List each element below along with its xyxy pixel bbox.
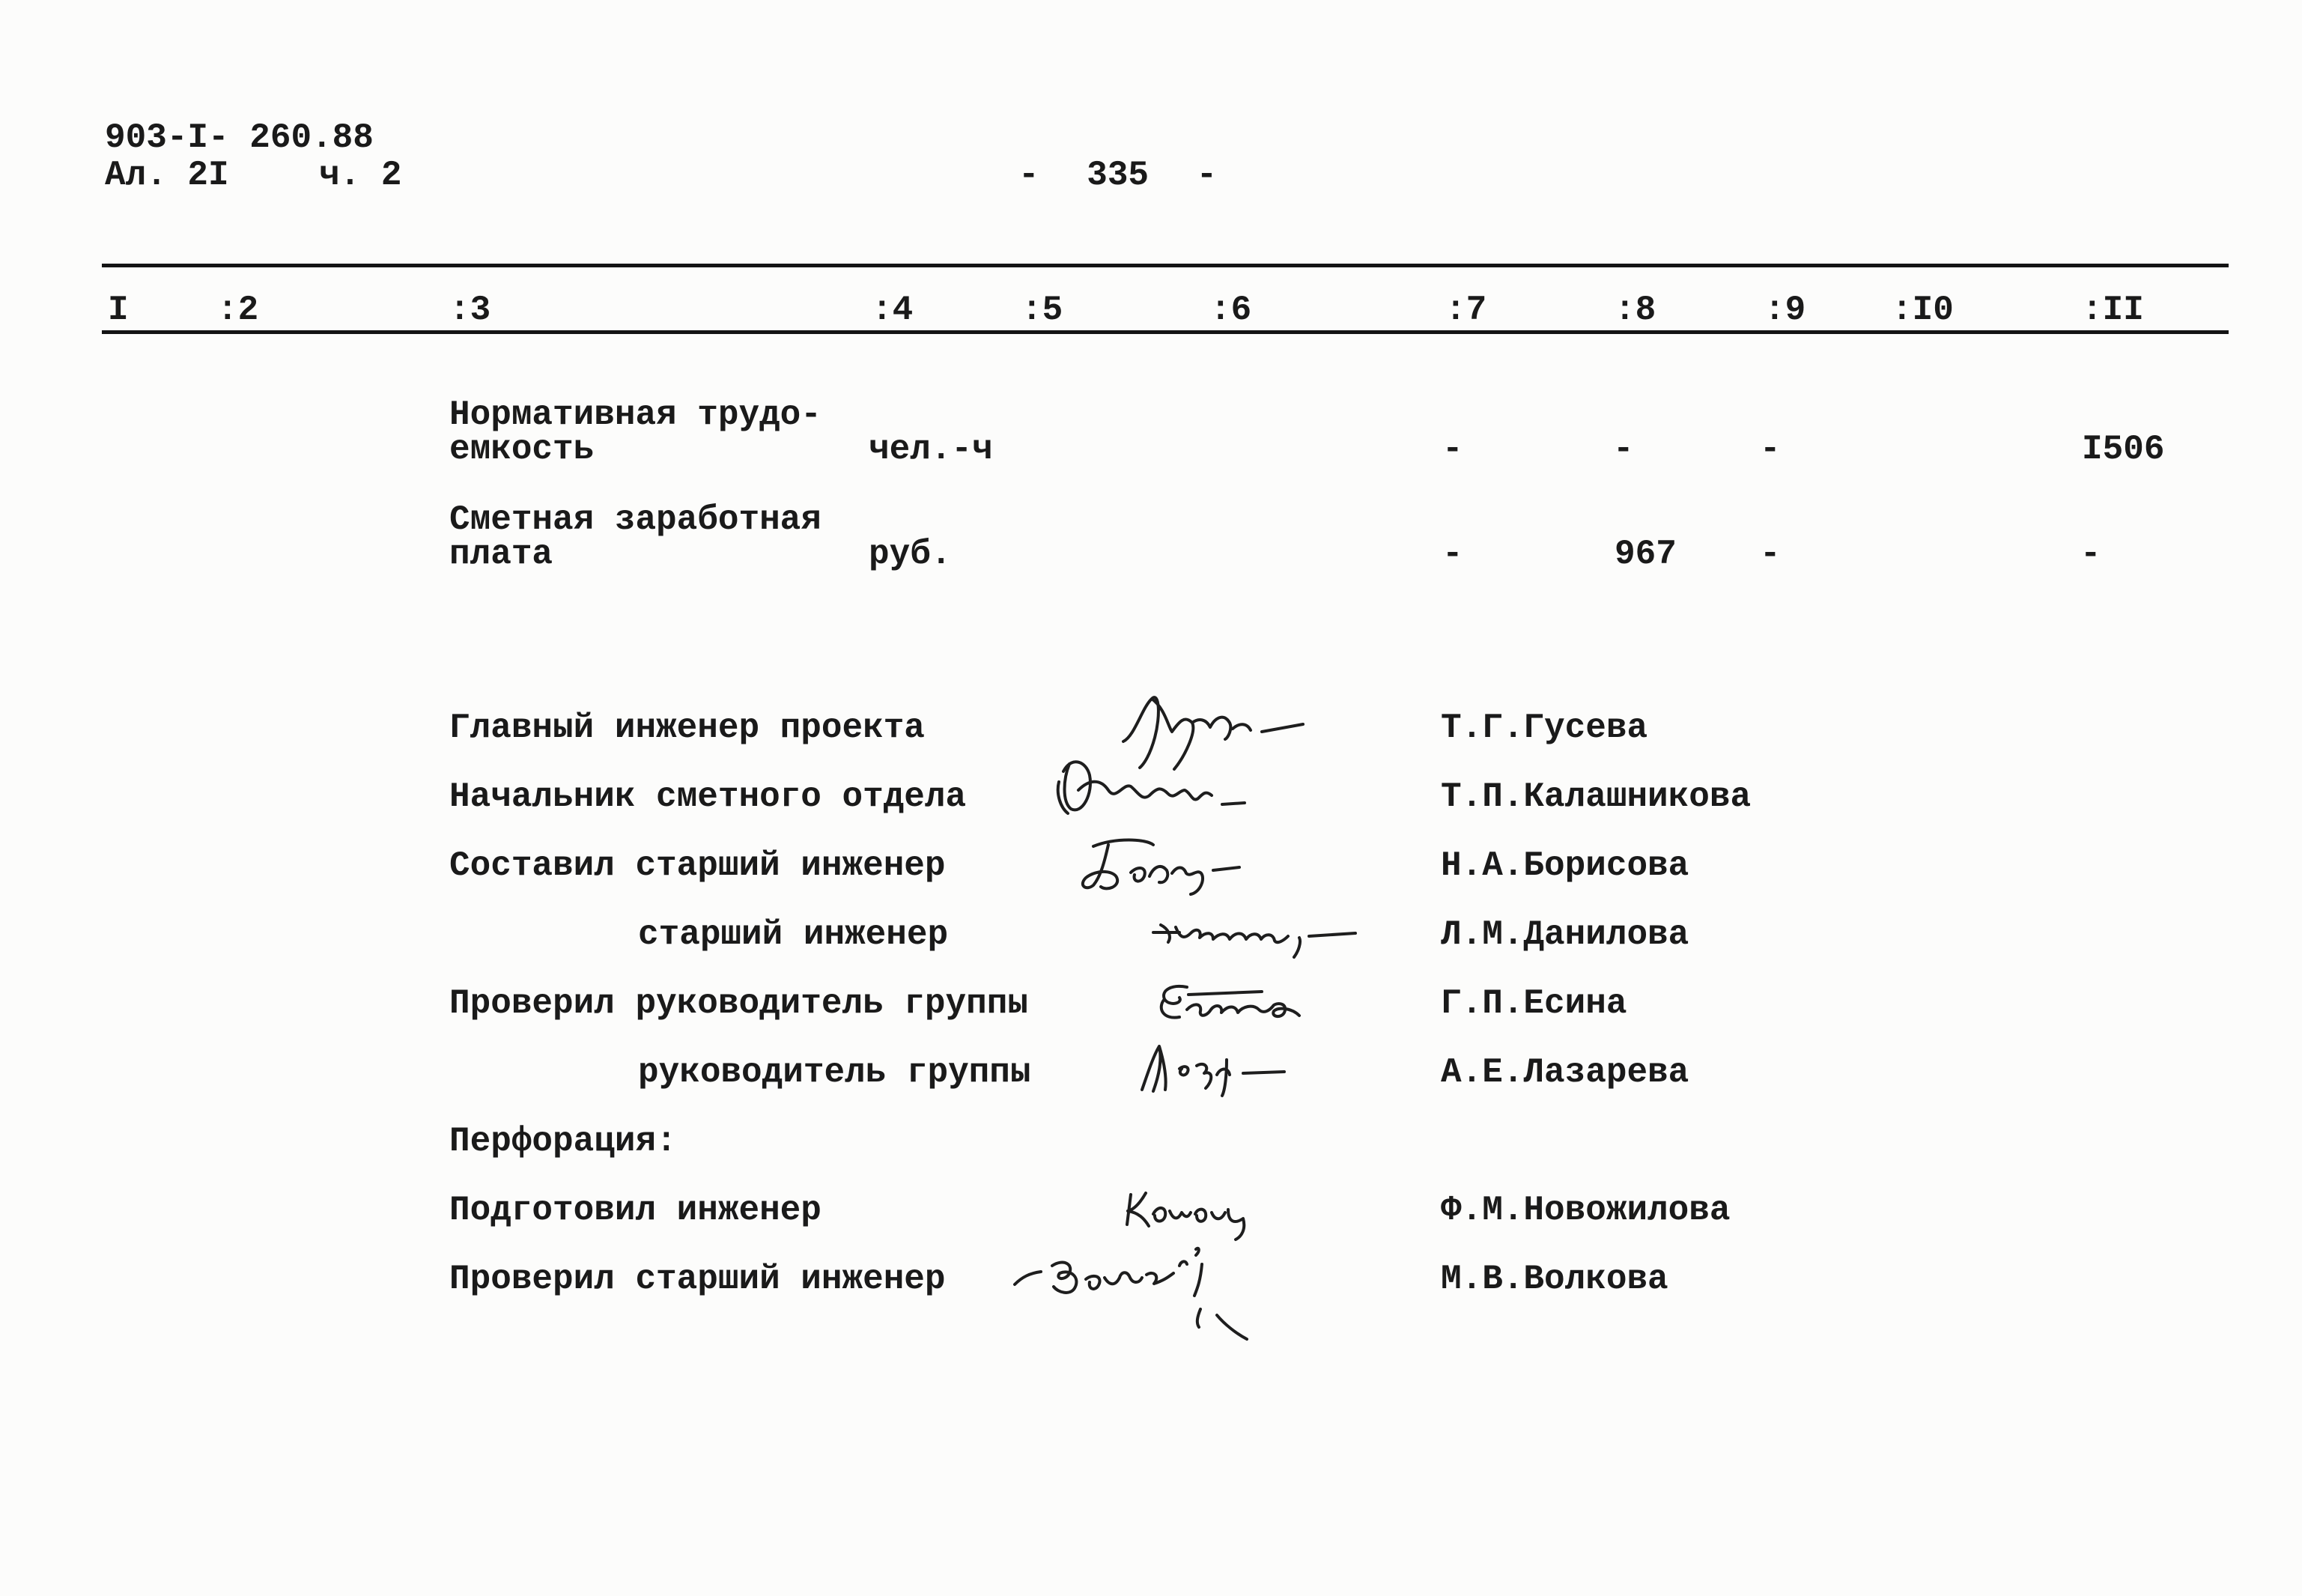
- cell-col9: -: [1760, 430, 1781, 469]
- signature-borisova: [1063, 831, 1296, 899]
- column-header: :3: [449, 291, 491, 330]
- cell-col11: I506: [2082, 430, 2165, 469]
- table-top-rule: [102, 264, 2229, 267]
- approval-person: А.Е.Лазарева: [1441, 1053, 1689, 1092]
- signature-danilova: [1138, 906, 1393, 966]
- document-code: 903-I- 260.88: [105, 118, 374, 157]
- approval-person: Г.П.Есина: [1441, 984, 1627, 1023]
- column-header: :8: [1615, 291, 1656, 330]
- column-header: I: [108, 291, 129, 330]
- signature-novozhilova: [1116, 1180, 1296, 1247]
- cell-col9: -: [1760, 535, 1781, 574]
- approval-role: старший инженер: [638, 915, 949, 954]
- cell-col7: -: [1442, 430, 1463, 469]
- cell-col8: 967: [1615, 535, 1677, 574]
- approval-role: Подготовил инженер: [449, 1191, 822, 1230]
- row-unit: чел.-ч: [869, 430, 993, 469]
- approval-person: Ф.М.Новожилова: [1441, 1191, 1731, 1230]
- signature-kalashnikova: [1048, 749, 1266, 831]
- approval-role: Проверил старший инженер: [449, 1260, 946, 1299]
- signature-lazareva: [1116, 1037, 1311, 1097]
- part-number: ч. 2: [319, 156, 402, 195]
- approval-role: Главный инженер проекта: [449, 709, 925, 747]
- cell-col11: -: [2080, 535, 2101, 574]
- page-number: - 335 -: [1018, 156, 1218, 195]
- row-name: Сметная заработная: [449, 500, 822, 539]
- column-header: :I0: [1892, 291, 1954, 330]
- column-header: :2: [217, 291, 259, 330]
- approval-person: Т.П.Калашникова: [1441, 777, 1752, 816]
- row-name: Нормативная трудо-: [449, 395, 822, 434]
- column-header: :7: [1445, 291, 1487, 330]
- table-header-rule: [102, 330, 2229, 334]
- approval-person: Л.М.Данилова: [1441, 915, 1689, 954]
- approval-role: Проверил руководитель группы: [449, 984, 1028, 1023]
- row-name: емкость: [449, 430, 595, 469]
- approval-role: Начальник сметного отдела: [449, 777, 967, 816]
- approval-role: руководитель группы: [638, 1053, 1031, 1092]
- approval-person: М.В.Волкова: [1441, 1260, 1668, 1299]
- column-header: :9: [1764, 291, 1806, 330]
- column-header: :6: [1210, 291, 1252, 330]
- column-header: :5: [1021, 291, 1063, 330]
- column-header: :II: [2082, 291, 2144, 330]
- cell-col8: -: [1613, 430, 1634, 469]
- row-name: плата: [449, 535, 553, 574]
- perforation-heading: Перфорация:: [449, 1122, 677, 1161]
- approval-person: Н.А.Борисова: [1441, 846, 1689, 885]
- row-unit: руб.: [869, 535, 952, 574]
- sheet-number: Ал. 2I: [105, 156, 229, 195]
- cell-col7: -: [1442, 535, 1463, 574]
- approval-role: Составил старший инженер: [449, 846, 946, 885]
- column-header: :4: [872, 291, 914, 330]
- signature-volkova: [1000, 1243, 1314, 1341]
- approval-person: Т.Г.Гусева: [1441, 709, 1648, 747]
- signature-esina: [1142, 974, 1344, 1030]
